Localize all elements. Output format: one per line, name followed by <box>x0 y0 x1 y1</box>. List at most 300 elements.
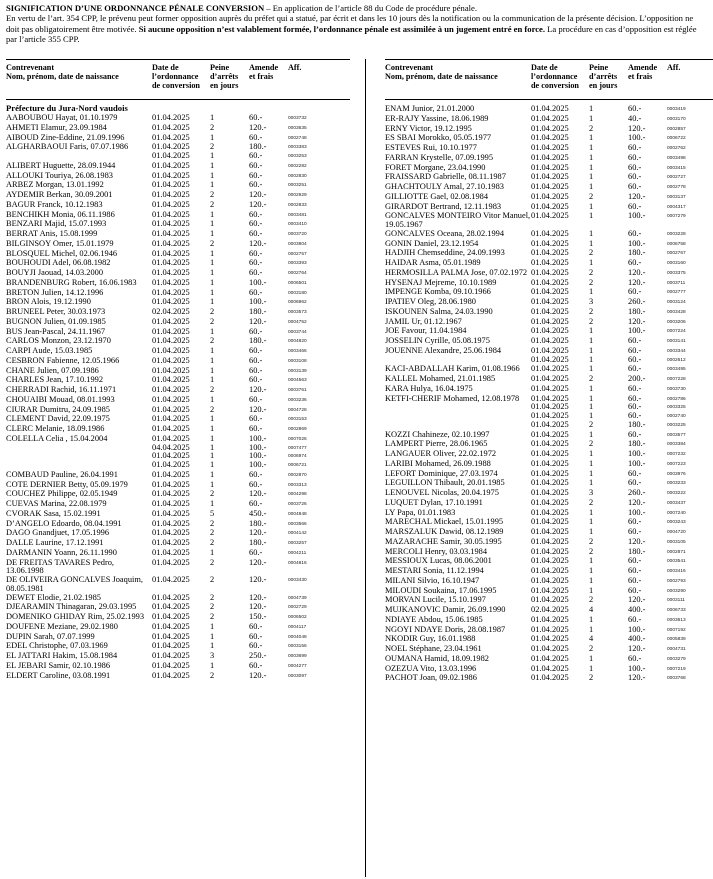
table-row <box>385 440 713 450</box>
detention-days-cell <box>589 365 628 375</box>
table-row <box>385 298 713 308</box>
fine-amount-cell <box>249 367 288 377</box>
detention-days: 1 <box>210 500 215 508</box>
order-date: 01.04.2025 <box>152 519 190 528</box>
fine-amount-cell <box>628 183 667 193</box>
case-number-cell <box>288 230 348 240</box>
notice-paragraph <box>6 13 708 44</box>
fine-amount: 60.- <box>249 181 263 190</box>
detention-days-cell <box>589 557 628 567</box>
person-name: GONCALVES MONTEIRO Vitor Manuel, 19.05.1967 <box>385 212 531 229</box>
detention-days: 1 <box>210 161 215 170</box>
detention-days-cell <box>210 415 249 425</box>
case-number: 0002786 <box>667 396 686 402</box>
case-number-cell <box>288 357 348 367</box>
table-row <box>385 365 713 375</box>
order-date: 01.04.2025 <box>152 171 190 180</box>
order-date: 01.04.2025 <box>152 652 190 660</box>
case-number-cell <box>667 259 713 269</box>
case-number-cell <box>667 193 713 203</box>
case-number: 0003108 <box>288 358 307 364</box>
order-date-cell <box>152 425 210 435</box>
order-date-cell <box>531 518 589 528</box>
detention-days: 1 <box>589 288 594 297</box>
fine-amount: 60.- <box>249 480 263 489</box>
person-name: IPATIEV Oleg, 28.06.1980 <box>385 298 476 306</box>
person-name: FARRAN Krystelle, 07.09.1995 <box>385 153 494 162</box>
order-date: 01.04.2025 <box>152 529 190 538</box>
person-name: BAGUR Franck, 10.12.1983 <box>6 200 103 209</box>
case-number-cell <box>667 154 713 164</box>
fine-amount: 120.- <box>249 603 267 612</box>
detention-days-cell <box>589 674 628 684</box>
order-date: 01.04.2025 <box>531 173 569 182</box>
case-number: 0004728 <box>288 407 307 413</box>
detention-days-cell <box>589 489 628 499</box>
order-date-cell <box>531 298 589 308</box>
order-date: 01.04.2025 <box>152 376 190 385</box>
fine-amount-cell <box>628 144 667 154</box>
fine-amount: 60.- <box>628 346 642 355</box>
detention-days: 1 <box>589 114 594 123</box>
column-divider <box>365 59 366 877</box>
order-date-cell <box>531 347 589 366</box>
detention-days: 1 <box>210 181 215 190</box>
fine-amount: 100.- <box>628 664 646 673</box>
header-peine: Peine d’arrêts en jours <box>589 63 618 90</box>
case-number-cell <box>288 220 348 230</box>
detention-days-cell <box>589 259 628 269</box>
case-number: 0006962 <box>288 300 307 306</box>
fine-amount: 60.- <box>249 395 263 404</box>
person-name: COMBAUD Pauline, 26.04.1991 <box>6 470 118 479</box>
detention-days-cell <box>210 201 249 211</box>
case-number: 0003541 <box>667 559 686 565</box>
fine-amount-cell <box>249 642 288 652</box>
case-number: 0003437 <box>667 500 686 506</box>
person-name: NKODIR Guy, 16.01.1988 <box>385 635 476 644</box>
detention-days-cell <box>210 520 249 530</box>
fine-amount: 120.- <box>249 317 267 326</box>
case-number-cell <box>288 240 348 250</box>
person-name: BRETON Julien, 14.12.1996 <box>6 288 104 297</box>
case-number: 0003097 <box>288 673 307 679</box>
order-date-cell <box>152 415 210 425</box>
case-number: 0003139 <box>288 368 307 374</box>
order-date-cell <box>531 509 589 519</box>
table-row <box>385 385 713 395</box>
order-date: 01.04.2025 <box>152 143 190 152</box>
detention-days-cell <box>589 385 628 395</box>
order-date: 01.04.2025 <box>531 498 569 507</box>
detention-days: 5 <box>210 509 215 518</box>
table-row <box>6 594 350 604</box>
order-date: 01.04.2025 <box>531 528 569 536</box>
fine-amount-cell <box>249 172 288 182</box>
detention-days: 1 <box>210 642 215 651</box>
table-row <box>385 635 713 645</box>
detention-days-cell <box>210 308 249 318</box>
person-name: JOE Favour, 11.04.1984 <box>385 327 467 336</box>
fine-amount-cell <box>249 415 288 425</box>
detention-days-cell <box>210 337 249 347</box>
person-name: DOMENIKO GHIDAY Rim, 25.02.1993 <box>6 613 145 621</box>
detention-days: 2 <box>589 307 594 316</box>
fine-amount-cell <box>249 134 288 144</box>
fine-amount: 60.- <box>628 365 642 374</box>
detention-days-cell <box>589 375 628 385</box>
table-row <box>6 367 350 377</box>
fine-amount-cell <box>249 623 288 633</box>
order-date-cell <box>152 230 210 240</box>
person-name: CARPI Aude, 15.03.1985 <box>6 347 93 355</box>
fine-amount-cell <box>628 259 667 269</box>
detention-days: 2 <box>210 558 215 567</box>
person-name: LAMPERT Pierre, 28.06.1965 <box>385 440 488 449</box>
table-row <box>385 288 713 298</box>
detention-days: 2 <box>589 268 594 277</box>
fine-amount-cell <box>628 655 667 665</box>
person-name: DUPIN Sarah, 07.07.1999 <box>6 632 95 641</box>
person-name: CLEMENT David, 22.09.1975 <box>6 415 110 424</box>
detention-days: 2 <box>589 278 594 287</box>
fine-amount: 60.- <box>628 654 642 663</box>
person-name: MUJKANOVIC Damir, 26.09.1990 <box>385 606 506 614</box>
person-name: OZEZUA Vito, 13.03.1996 <box>385 664 477 673</box>
detention-days-cell <box>210 594 249 604</box>
fine-amount: 100.- <box>249 460 267 469</box>
case-number-cell <box>288 510 348 520</box>
order-date-cell <box>152 172 210 182</box>
order-date: 01.04.2025 <box>152 133 190 142</box>
fine-amount: 60.- <box>249 269 263 277</box>
detention-days-cell <box>589 616 628 626</box>
detention-days: 1 <box>210 366 215 375</box>
order-date-cell <box>531 134 589 144</box>
order-date: 01.04.2025 <box>531 518 569 527</box>
order-date: 01.04.2025 <box>531 307 569 316</box>
detention-days-cell <box>589 203 628 213</box>
table-row <box>6 298 350 308</box>
order-date-cell <box>531 249 589 259</box>
person-name: MESTARI Sonia, 11.12.1994 <box>385 567 484 575</box>
table-row <box>385 230 713 240</box>
fine-amount: 120.- <box>628 124 646 133</box>
fine-amount: 60.- <box>628 183 642 191</box>
case-number: 0003613 <box>667 617 686 623</box>
fine-amount: 180.- <box>628 547 646 556</box>
table-row <box>6 642 350 652</box>
case-number-cell <box>288 642 348 652</box>
case-number: 0003325 <box>667 405 686 411</box>
detention-days: 1 <box>589 469 594 478</box>
person-name: ISKOUNEN Salma, 24.03.1990 <box>385 307 493 316</box>
case-number: 0002282 <box>288 163 307 169</box>
person-name: MILANI Silvio, 16.10.1947 <box>385 576 480 585</box>
case-number: 0004048 <box>288 634 307 640</box>
detention-days: 1 <box>589 402 594 412</box>
fine-amount-cell <box>628 105 667 115</box>
detention-days: 1 <box>589 654 594 663</box>
fine-amount: 180.- <box>249 308 267 316</box>
fine-amount-cell <box>628 249 667 259</box>
order-date-cell <box>152 201 210 211</box>
table-row <box>6 500 350 510</box>
detention-days-cell <box>589 327 628 337</box>
fine-amount: 120.- <box>628 192 646 201</box>
detention-days-cell <box>210 347 249 357</box>
detention-days: 2 <box>589 192 594 201</box>
order-date-cell <box>531 115 589 125</box>
order-date: 01.04.2025 <box>531 567 569 575</box>
table-row <box>385 183 713 193</box>
order-date: 01.04.2025 <box>531 654 569 663</box>
case-number: 0002767 <box>667 251 686 257</box>
detention-days: 1 <box>210 347 215 355</box>
table-row <box>6 328 350 338</box>
order-date: 01.04.2025 <box>152 632 190 641</box>
case-number-cell <box>667 212 713 230</box>
person-name: JOSSELIN Cyrille, 05.08.1975 <box>385 337 490 345</box>
fine-amount-cell <box>249 220 288 230</box>
order-date: 01.04.2025 <box>531 105 569 113</box>
table-row <box>385 203 713 213</box>
fine-amount-cell <box>249 435 288 471</box>
person-name: HYSENAJ Mejreme, 10.10.1989 <box>385 278 497 287</box>
detention-days: 1 <box>589 163 594 172</box>
case-number: 0002871 <box>667 549 686 555</box>
fine-amount: 60.- <box>249 210 263 219</box>
order-date-cell <box>531 375 589 385</box>
order-date-cell <box>152 289 210 299</box>
person-name: IMPENGE Komba, 09.10.1966 <box>385 288 491 297</box>
order-date: 01.04.2025 <box>531 268 569 277</box>
case-number: 0003290 <box>667 588 686 594</box>
case-number: 0007279 <box>667 214 686 220</box>
fine-amount: 60.- <box>249 114 263 122</box>
case-number: 0003495 <box>667 367 686 373</box>
order-date: 01.04.2025 <box>531 183 569 191</box>
detention-days: 1 <box>589 557 594 566</box>
order-date: 01.04.2025 <box>531 450 569 458</box>
order-date: 01.04.2025 <box>531 664 569 673</box>
fine-amount: 60.- <box>628 163 642 172</box>
order-date: 01.04.2025 <box>152 200 190 209</box>
order-date: 01.04.2025 <box>531 596 569 605</box>
case-number-cell <box>288 162 348 172</box>
person-name: ELDERT Caroline, 03.08.1991 <box>6 671 111 680</box>
case-number-cell <box>667 635 713 645</box>
person-name: BOUYJI Jaouad, 14.03.2000 <box>6 269 104 277</box>
detention-days-cell <box>589 577 628 587</box>
detention-days-cell <box>210 289 249 299</box>
case-number: 0003156 <box>288 644 307 650</box>
order-date: 01.04.2025 <box>152 239 190 248</box>
fine-amount: 120.- <box>628 268 646 277</box>
order-date: 01.04.2025 <box>152 327 190 336</box>
detention-days: 2 <box>589 317 594 326</box>
detention-days-cell <box>589 115 628 125</box>
detention-days-cell <box>210 435 249 471</box>
case-number-cell <box>667 489 713 499</box>
fine-amount-cell <box>628 269 667 279</box>
case-number: 0003744 <box>288 329 307 335</box>
notice-text-b: Si aucune opposition n’est valablement formée, l’ordonnance pénale est assimilée à un jugement entré en force. <box>138 23 546 34</box>
detention-days: 1 <box>210 298 215 307</box>
case-number-cell <box>667 308 713 318</box>
person-name: KARA Hulya, 16.04.1975 <box>385 384 473 393</box>
case-number: 0007223 <box>667 461 686 467</box>
table-row <box>385 665 713 675</box>
person-name: MORVAN Lucile, 15.10.1997 <box>385 596 486 605</box>
case-number-cell <box>667 173 713 183</box>
detention-days-cell <box>589 230 628 240</box>
order-date: 01.04.2025 <box>152 451 190 461</box>
person-name: CIURAR Dumitru, 24.09.1985 <box>6 405 110 414</box>
order-date-cell <box>531 203 589 213</box>
order-date: 01.04.2025 <box>531 635 569 644</box>
table-row <box>6 559 350 577</box>
table-row <box>6 279 350 289</box>
person-name: ALLOUKI Touriya, 26.08.1983 <box>6 171 113 180</box>
detention-days: 1 <box>210 460 215 469</box>
person-name: AYDEMIR Berkan, 30.09.2001 <box>6 191 113 199</box>
left-rows <box>6 114 350 681</box>
fine-amount: 60.- <box>628 337 642 345</box>
order-date-cell <box>152 114 210 124</box>
table-row <box>385 587 713 597</box>
fine-amount-cell <box>249 529 288 539</box>
detention-days-cell <box>589 655 628 665</box>
case-number-cell <box>667 105 713 115</box>
table-row <box>6 529 350 539</box>
section-title: Préfecture du Jura-Nord vaudois <box>6 103 128 113</box>
case-number: 0003170 <box>667 116 686 122</box>
detention-days: 1 <box>589 394 594 403</box>
order-date-cell <box>531 212 589 230</box>
left-column <box>6 59 350 681</box>
fine-amount: 180.- <box>628 307 646 316</box>
fine-amount: 120.- <box>249 405 267 414</box>
order-date-cell <box>531 288 589 298</box>
order-date: 01.04.2025 <box>152 278 190 287</box>
case-number: 0002764 <box>288 271 307 276</box>
person-name: DE FREITAS TAVARES Pedro, 13.06.1998 <box>6 558 115 576</box>
case-number-cell <box>288 520 348 530</box>
person-name: CHANE Julien, 07.09.1986 <box>6 366 99 375</box>
table-row <box>6 162 350 172</box>
case-number-cell <box>288 211 348 221</box>
detention-days-cell <box>589 587 628 597</box>
fine-amount-cell <box>249 201 288 211</box>
case-number-cell <box>667 115 713 125</box>
person-name: EL JEBARI Samir, 02.10.1986 <box>6 661 111 670</box>
table-row <box>6 386 350 396</box>
fine-amount: 60.- <box>628 402 642 412</box>
order-date-cell <box>152 367 210 377</box>
order-date: 01.04.2025 <box>152 347 190 355</box>
case-number: 0003573 <box>288 310 307 315</box>
fine-amount: 60.- <box>249 425 263 433</box>
case-number: 0002869 <box>288 427 307 432</box>
person-name: CVORAK Sasa, 15.02.1991 <box>6 509 101 518</box>
detention-days-cell <box>589 337 628 347</box>
table-row <box>385 450 713 460</box>
fine-amount: 120.- <box>628 317 646 326</box>
detention-days-cell <box>210 172 249 182</box>
table-row <box>385 567 713 577</box>
table-row <box>385 645 713 655</box>
detention-days-cell <box>589 193 628 203</box>
fine-amount-cell <box>628 288 667 298</box>
table-row <box>385 134 713 144</box>
person-name: KALLEL Mohamed, 21.01.1985 <box>385 375 496 383</box>
person-name: NGOYI NDAYE Doris, 28.08.1987 <box>385 625 506 634</box>
fine-amount-cell <box>628 240 667 250</box>
order-date-cell <box>531 240 589 250</box>
person-name: BILGINSOY Omer, 15.01.1979 <box>6 239 114 248</box>
order-date-cell <box>531 230 589 240</box>
detention-days: 1 <box>210 415 215 424</box>
fine-amount: 120.- <box>249 239 267 248</box>
table-row <box>6 259 350 269</box>
fine-amount-cell <box>628 318 667 328</box>
case-number-cell <box>667 318 713 328</box>
case-number: 0007026 <box>288 436 307 442</box>
table-row <box>385 489 713 499</box>
case-number-cell <box>288 337 348 347</box>
case-number: 0006733 <box>667 608 686 613</box>
detention-days-cell <box>589 499 628 509</box>
case-number-cell <box>288 613 348 623</box>
fine-amount-cell <box>249 337 288 347</box>
detention-days-cell <box>210 181 249 191</box>
case-number: 0003313 <box>288 482 307 488</box>
detention-days-cell <box>210 672 249 682</box>
person-name: D’ANGELO Edoardo, 08.04.1991 <box>6 519 122 528</box>
fine-amount-cell <box>249 539 288 549</box>
fine-amount-cell <box>249 347 288 357</box>
fine-amount: 60.- <box>249 632 263 641</box>
case-number: 0002857 <box>667 126 686 132</box>
order-date-cell <box>531 616 589 626</box>
order-date: 02.04.2025 <box>152 308 190 316</box>
detention-days-cell <box>210 396 249 406</box>
detention-days: 1 <box>589 259 594 267</box>
fine-amount: 60.- <box>249 642 263 651</box>
case-number: 0006758 <box>667 241 686 247</box>
order-date: 01.04.2025 <box>152 395 190 404</box>
detention-days-cell <box>210 613 249 623</box>
order-date: 01.04.2025 <box>152 642 190 651</box>
person-name: KOZZI Chahineze, 02.10.1997 <box>385 430 490 439</box>
case-number: 0002870 <box>288 472 307 478</box>
order-date-cell <box>531 269 589 279</box>
order-date-cell <box>531 587 589 597</box>
detention-days: 1 <box>589 346 594 355</box>
detention-days: 1 <box>589 134 594 143</box>
table-row <box>385 269 713 279</box>
notice-title-line <box>6 3 708 13</box>
case-number: 0003225 <box>667 422 686 428</box>
order-date-cell <box>152 211 210 221</box>
case-number-cell <box>667 288 713 298</box>
detention-days-cell <box>589 645 628 655</box>
order-date-cell <box>531 606 589 616</box>
person-name: CHOUAIBI Mouad, 08.01.1993 <box>6 395 115 404</box>
table-row <box>6 134 350 144</box>
order-date: 01.04.2025 <box>531 411 569 420</box>
